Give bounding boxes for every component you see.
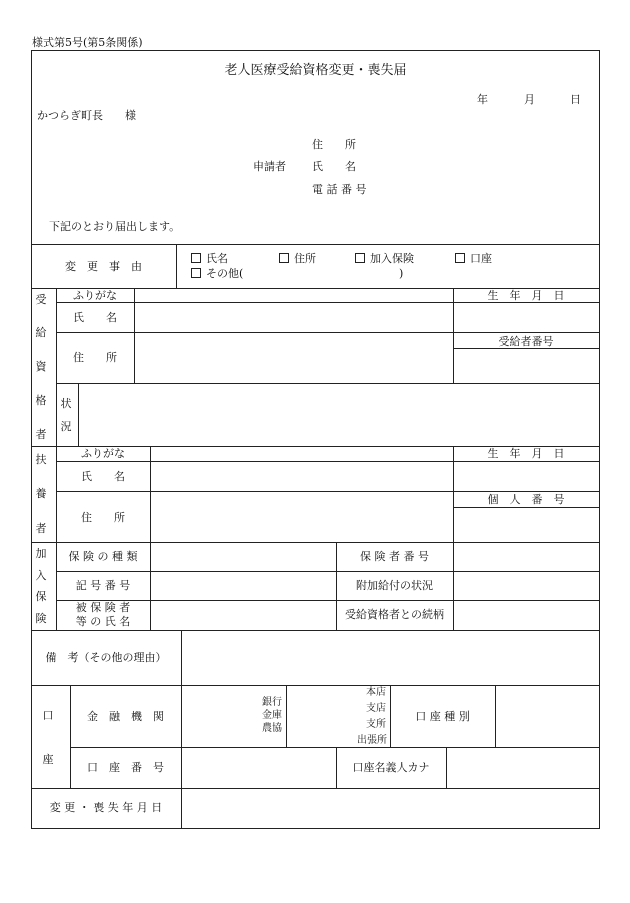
option-other[interactable]: その他( [191, 268, 243, 279]
recipient-address-field[interactable] [135, 333, 452, 383]
branch-name-field[interactable] [287, 686, 355, 747]
frame-bottom [31, 828, 600, 829]
recipient-number-field[interactable] [454, 349, 599, 383]
checkbox-icon [191, 268, 201, 278]
insurer-number-label: 保 険 者 番 号 [360, 550, 429, 563]
supporter-section-1: 扶 [35, 453, 47, 466]
supporter-section-3: 者 [35, 522, 47, 535]
checkbox-icon [455, 253, 465, 263]
insurance-symbol-field[interactable] [151, 572, 336, 600]
applicant-label: 申請者 [253, 160, 286, 173]
insurance-type-field[interactable] [151, 543, 336, 571]
recipient-furigana-field[interactable] [135, 289, 452, 302]
recipient-status-field[interactable] [79, 384, 599, 446]
date-year-label: 年 [477, 93, 488, 106]
account-type-label: 口 座 種 別 [415, 710, 470, 723]
change-reason-label: 変 更 事 由 [65, 260, 142, 273]
recipient-birth-field[interactable] [454, 303, 599, 332]
option-account[interactable]: 口座 [455, 253, 492, 264]
form-number: 様式第5号(第5条関係) [32, 36, 143, 49]
insurance-section-1: 加 [35, 547, 47, 560]
option-insurance[interactable]: 加入保険 [355, 253, 414, 264]
account-type-field[interactable] [496, 686, 599, 747]
recipient-name-label: 氏 名 [73, 311, 117, 324]
option-address[interactable]: 住所 [279, 253, 316, 264]
statement: 下記のとおり届出します。 [49, 220, 181, 233]
insured-name-label-1: 被 保 険 者 [75, 601, 131, 614]
option-name[interactable]: 氏名 [191, 253, 228, 264]
recipient-section-4: 格 [35, 394, 47, 407]
supporter-section-2: 養 [35, 487, 47, 500]
relationship-label: 受給資格者との続柄 [345, 608, 444, 621]
institution-label: 金 融 機 関 [87, 710, 164, 723]
checkbox-icon [279, 253, 289, 263]
branch-type-3: 支所 [366, 719, 386, 730]
supporter-mynumber-label: 個 人 番 号 [487, 493, 565, 506]
supplementary-label: 附加給付の状況 [356, 579, 433, 592]
bank-type-3: 農協 [262, 723, 282, 734]
recipient-furigana-label: ふりがな [73, 289, 117, 302]
checkbox-icon [355, 253, 365, 263]
insured-name-label-2: 等 の 氏 名 [75, 615, 131, 628]
branch-type-4: 出張所 [357, 735, 387, 746]
frame-right [599, 50, 600, 828]
applicant-phone-label: 電 話 番 号 [312, 183, 367, 196]
branch-type-1: 本店 [366, 687, 386, 698]
supporter-address-field[interactable] [151, 492, 452, 542]
recipient-status-2: 況 [60, 420, 72, 433]
date-month-label: 月 [524, 93, 535, 106]
remarks-field[interactable] [182, 631, 599, 685]
insurer-number-field[interactable] [454, 543, 599, 571]
relationship-field[interactable] [454, 601, 599, 630]
insured-name-field[interactable] [151, 601, 336, 630]
supporter-name-field[interactable] [151, 462, 452, 491]
supporter-birth-label: 生 年 月 日 [487, 447, 565, 460]
insurance-section-4: 険 [35, 612, 47, 625]
supporter-address-label: 住 所 [81, 511, 125, 524]
applicant-address-label: 住 所 [312, 138, 356, 151]
account-number-field[interactable] [182, 748, 336, 788]
supporter-furigana-label: ふりがな [81, 447, 125, 460]
supporter-mynumber-field[interactable] [454, 508, 599, 542]
bank-name-field[interactable] [182, 686, 260, 747]
supporter-furigana-field[interactable] [151, 447, 452, 461]
form-title: 老人医療受給資格変更・喪失届 [224, 63, 407, 78]
holder-kana-label: 口座名義人カナ [352, 761, 430, 774]
change-date-field[interactable] [182, 789, 599, 828]
recipient-status-1: 状 [60, 397, 72, 410]
recipient-birth-label: 生 年 月 日 [487, 289, 565, 302]
holder-kana-field[interactable] [447, 748, 599, 788]
date-day-label: 日 [570, 93, 581, 106]
frame-top [31, 50, 600, 51]
supporter-name-label: 氏 名 [81, 470, 125, 483]
recipient-section-5: 者 [35, 428, 47, 441]
frame-left [31, 50, 32, 828]
recipient-section-2: 給 [35, 326, 47, 339]
recipient-number-label: 受給者番号 [498, 335, 554, 348]
applicant-name-label: 氏 名 [312, 160, 356, 173]
recipient-section-3: 資 [35, 360, 47, 373]
bank-type-1: 銀行 [262, 697, 282, 708]
insurance-section-2: 入 [35, 569, 47, 582]
addressee: かつらぎ町長 様 [37, 109, 136, 122]
account-section-1: 口 [42, 709, 54, 722]
supporter-birth-field[interactable] [454, 462, 599, 491]
insurance-section-3: 保 [35, 590, 47, 603]
recipient-name-field[interactable] [135, 303, 452, 332]
recipient-address-label: 住 所 [73, 351, 117, 364]
insurance-type-label: 保 険 の 種 類 [68, 550, 138, 563]
recipient-section-1: 受 [35, 293, 47, 306]
bank-type-2: 金庫 [262, 710, 282, 721]
remarks-label: 備 考（その他の理由） [45, 651, 167, 664]
supplementary-field[interactable] [454, 572, 599, 600]
account-section-2: 座 [42, 753, 54, 766]
checkbox-icon [191, 253, 201, 263]
account-number-label: 口 座 番 号 [87, 761, 164, 774]
branch-type-2: 支店 [366, 703, 386, 714]
insurance-symbol-label: 記 号 番 号 [75, 579, 131, 592]
change-date-label: 変 更 ・ 喪 失 年 月 日 [49, 801, 163, 814]
option-other-close: ) [399, 267, 404, 280]
